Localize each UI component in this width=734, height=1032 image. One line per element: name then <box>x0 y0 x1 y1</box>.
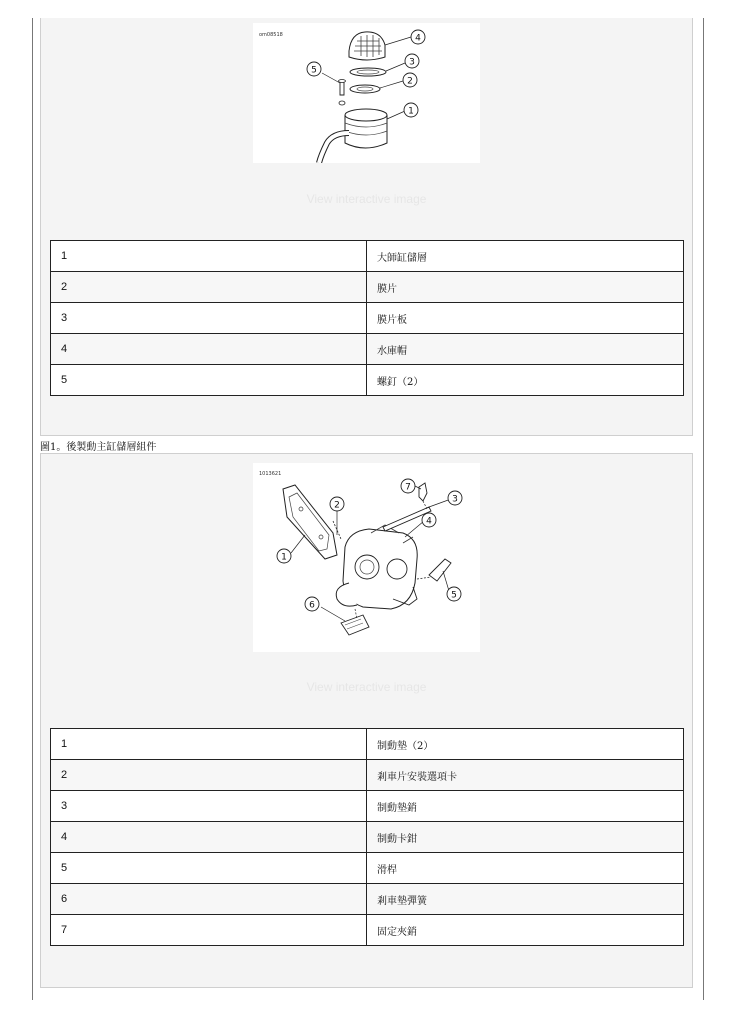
part-number: 7 <box>51 915 367 946</box>
part-number: 1 <box>51 729 367 760</box>
part-number: 5 <box>51 853 367 884</box>
table-row <box>51 365 684 396</box>
part-description: 螺釘（2） <box>367 365 684 396</box>
callout-2: 2 <box>407 76 413 87</box>
callout-7: 7 <box>405 482 411 493</box>
figure-code: 1013621 <box>259 471 282 477</box>
part-description: 固定夾銷 <box>367 915 684 946</box>
part-description: 制動墊銷 <box>367 791 684 822</box>
callout-3: 3 <box>452 494 458 505</box>
part-description: 剎車片安裝選項卡 <box>367 760 684 791</box>
callout-1: 1 <box>281 552 287 563</box>
part-number: 2 <box>51 760 367 791</box>
table-row <box>51 272 684 303</box>
callout-4: 4 <box>426 516 432 527</box>
part-description: 水庫帽 <box>367 334 684 365</box>
view-interactive-image-link[interactable]: View interactive image <box>306 192 427 206</box>
reservoir-parts-table <box>50 240 684 396</box>
table-row <box>51 853 684 884</box>
callout-3: 3 <box>409 57 415 68</box>
callout-1: 1 <box>408 106 414 117</box>
table-row <box>51 915 684 946</box>
part-number: 1 <box>51 241 367 272</box>
table-row <box>51 884 684 915</box>
figure-panel-reservoir <box>40 18 693 436</box>
callout-5: 5 <box>451 590 457 601</box>
part-number: 4 <box>51 822 367 853</box>
callout-2: 2 <box>334 500 340 511</box>
page-left-rule <box>32 18 33 1000</box>
table-row <box>51 822 684 853</box>
caliper-parts-table <box>50 728 684 946</box>
figure-code: om08518 <box>259 32 283 38</box>
part-description: 膜片板 <box>367 303 684 334</box>
figure-caption: 圖1。後製動主缸儲層組件 <box>40 442 157 453</box>
reservoir-exploded-diagram <box>253 23 480 163</box>
part-description: 大師缸儲層 <box>367 241 684 272</box>
part-description: 膜片 <box>367 272 684 303</box>
table-row <box>51 729 684 760</box>
view-interactive-image-link[interactable]: View interactive image <box>306 680 427 694</box>
table-row <box>51 760 684 791</box>
part-number: 4 <box>51 334 367 365</box>
figure-panel-caliper <box>40 453 693 988</box>
part-number: 3 <box>51 791 367 822</box>
part-number: 6 <box>51 884 367 915</box>
part-description: 制動卡鉗 <box>367 822 684 853</box>
part-description: 制動墊（2） <box>367 729 684 760</box>
table-row <box>51 334 684 365</box>
caliper-exploded-diagram <box>253 463 480 652</box>
callout-4: 4 <box>415 33 421 44</box>
page-right-rule <box>703 18 704 1000</box>
part-number: 2 <box>51 272 367 303</box>
part-description: 滑桿 <box>367 853 684 884</box>
part-number: 5 <box>51 365 367 396</box>
table-row <box>51 241 684 272</box>
callout-5: 5 <box>311 65 317 76</box>
part-number: 3 <box>51 303 367 334</box>
table-row <box>51 303 684 334</box>
callout-6: 6 <box>309 600 315 611</box>
table-row <box>51 791 684 822</box>
part-description: 剎車墊彈簧 <box>367 884 684 915</box>
